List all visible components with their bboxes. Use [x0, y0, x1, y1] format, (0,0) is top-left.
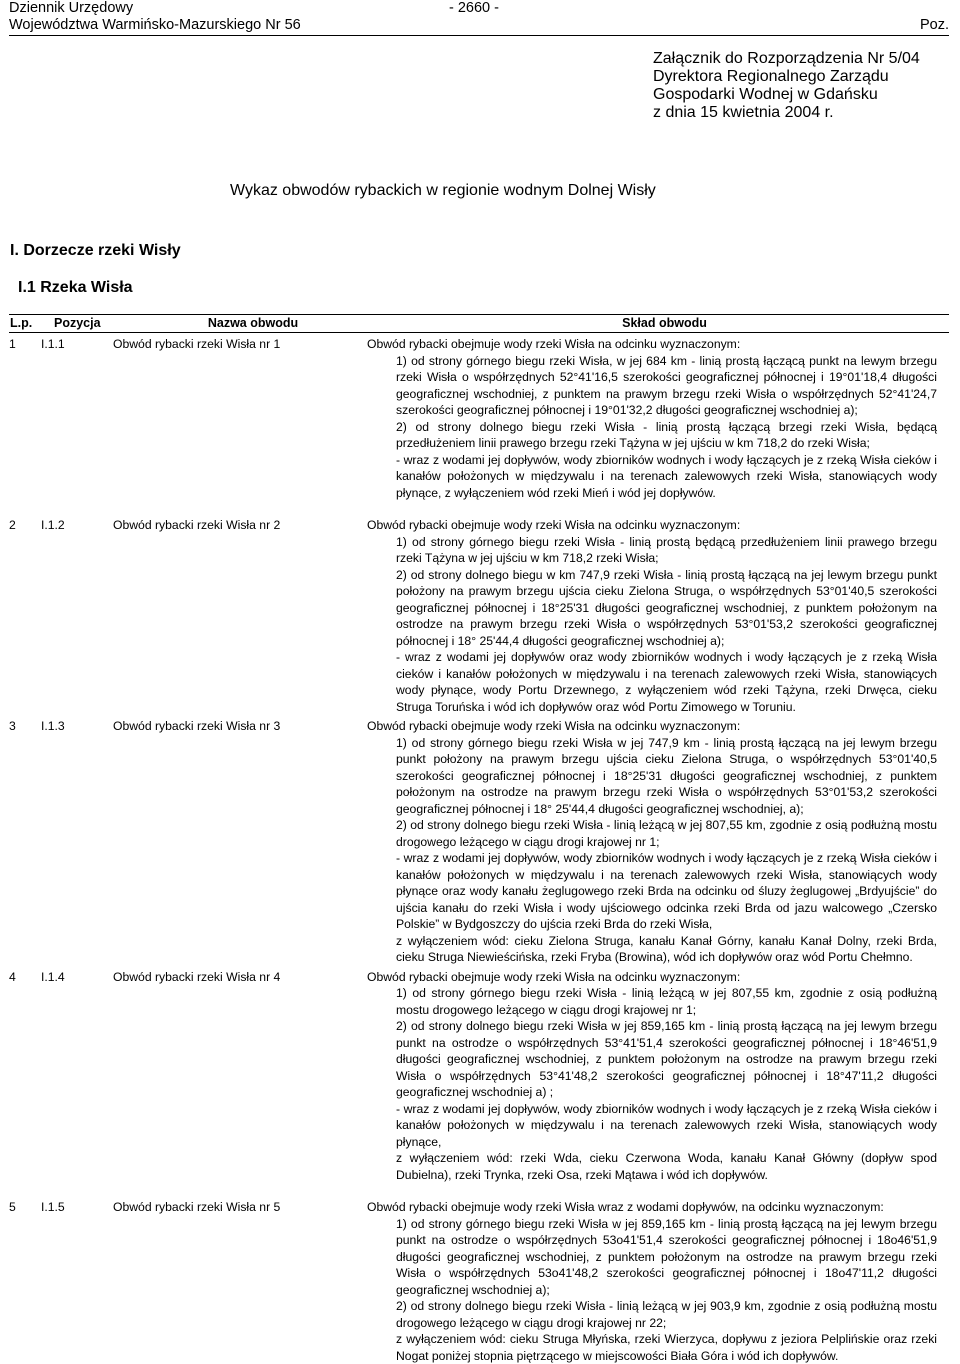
row-paragraph: 2) od strony dolnego biegu w km 747,9 rzeki Wisła - linią prostą łączącą na jej lewym brzegu punkt położony na prawym brzegu ujścia cieku Zielona Struga, o współrzędnych 53°01'40,5 szerokości geograficznej północnej i 18°25'31 długości geograficznej wschodniej, z punktem położonym na ostrodze na prawym brzegu rzeki Wisła o współrzędnych 53°01'53,2 szerokości geograficznej północnej i 18° 25'44,4 długości geograficznej wschodniej a); — [396, 567, 937, 648]
row-composition — [367, 517, 937, 715]
annex-line: z dnia 15 kwietnia 2004 r. — [653, 104, 834, 121]
table-row — [9, 517, 949, 715]
row-composition — [367, 969, 937, 1184]
row-lp: 3 — [9, 719, 16, 733]
row-paragraph: 1) od strony górnego biegu rzeki Wisła, w jej 684 km - linią prostą łączącą punkt na lewym brzegu rzeki Wisła o współrzędnych 52°41'16,5 szerokości geograficznej północnej i 19°01'18,4 długości geograficznej wschodniej, z punktem na prawym brzegu rzeki Wisła o współrzędnych 52°41'24,7 szerokości geograficznej północnej i 19°01'32,2 długości geograficznej wschodniej a); — [396, 353, 937, 417]
table-row — [9, 969, 949, 1184]
row-composition — [367, 1199, 937, 1364]
row-paragraph: 1) od strony górnego biegu rzeki Wisła - linią leżącą w jej 807,55 km, zgodnie z osią podłużną mostu drogowego leżącego w ciągu drogi krajowej nr 1; — [396, 986, 937, 1017]
table-row — [9, 718, 949, 966]
row-name: Obwód rybacki rzeki Wisła nr 2 — [113, 518, 281, 532]
header-name: Nazwa obwodu — [207, 316, 299, 330]
row-paragraph: - wraz z wodami jej dopływów, wody zbiorników wodnych i wody łączących je z rzeką Wisła cieków i kanałów położonych w międzywalu i na terenach zalewowych rzeki Wisła, stanowiących wody płynące, z wyłączeniem wód rzeki Mień i wód jej dopływów. — [396, 452, 937, 500]
row-name: Obwód rybacki rzeki Wisła nr 5 — [113, 1200, 281, 1214]
row-paragraph: z wyłączeniem wód: rzeki Wda, cieku Czerwona Woda, kanału Kanał Główny (dopływ spod Dubielna), rzeki Trynka, rzeki Osa, rzeki Mątawa i wód ich dopływów. — [396, 1151, 937, 1182]
row-paragraph: 1) od strony górnego biegu rzeki Wisła w jej 747,9 km - linią prostą łączącą na jej lewym brzegu punkt położony na prawym brzegu ujścia cieku Zielona Struga, o współrzędnych 53°01'40,5 szerokości geograficznej północnej i 18°25'31 długości geograficznej wschodniej, z punktem położonym na ostrodze na prawym brzegu rzeki Wisła o współrzędnych 53°01'53,2 szerokości geograficznej północnej i 18° 25'44,4 długości geograficznej wschodniej, a); — [396, 735, 937, 816]
row-lp: 4 — [9, 969, 16, 984]
row-paragraph: z wyłączeniem wód: cieku Zielona Struga, kanału Kanał Górny, kanału Kanał Dolny, rzeki Brda, cieku Struga Niewieścińska, rzeki Fryba (Browina), wód ich dopływów oraz wód Portu Chełmno. — [396, 933, 937, 964]
row-paragraph: 2) od strony dolnego biegu rzeki Wisła - linią prostą łączącą brzegi rzeki Wisła, będącą przedłużeniem linii prawego brzegu rzeki Tążyna w jej ujściu w km 718,2 do rzeki Wisła; — [396, 419, 937, 450]
row-paragraph: - wraz z wodami jej dopływów, wody zbiorników wodnych i wody łączących je z rzeką Wisła cieków i kanałów położonych w międzywalu i na terenach zalewowych rzeki Wisła, stanowiących wody płynące, — [396, 1101, 937, 1149]
annex-line: Załącznik do Rozporządzenia Nr 5/04 — [653, 50, 920, 67]
row-composition — [367, 336, 937, 501]
header-position: Pozycja — [54, 316, 101, 330]
header-divider — [9, 35, 949, 36]
row-lp: 2 — [9, 518, 16, 532]
row-name: Obwód rybacki rzeki Wisła nr 3 — [113, 719, 281, 733]
row-intro: Obwód rybacki obejmuje wody rzeki Wisła na odcinku wyznaczonym: — [367, 337, 741, 351]
page-number: - 2660 - — [449, 0, 499, 16]
header-lp: L.p. — [10, 316, 33, 330]
publisher: Dziennik Urzędowy — [9, 0, 134, 16]
position-label: Poz. — [919, 17, 949, 33]
row-paragraph: z wyłączeniem wód: cieku Struga Młyńska, rzeki Wierzyca, dopływu z jeziora Pelplińskie oraz rzeki Nogat poniżej stopnia piętrzącego w miejscowości Biała Góra i wód ich dopływów. — [396, 1332, 937, 1363]
row-position: I.1.1 — [41, 337, 65, 351]
annex-line: Dyrektora Regionalnego Zarządu — [653, 68, 889, 85]
header-composition: Skład obwodu — [622, 316, 707, 330]
districts-table — [9, 314, 949, 1364]
row-paragraph: 2) od strony dolnego biegu rzeki Wisła - linią leżącą w jej 903,9 km, zgodnie z osią podłużną mostu drogowego leżącego w ciągu drogi krajowej nr 22; — [396, 1299, 937, 1330]
section-heading: I. Dorzecze rzeki Wisły — [10, 242, 181, 259]
annex-line: Gospodarki Wodnej w Gdańsku — [653, 86, 878, 103]
table-row — [9, 336, 949, 501]
row-paragraph: - wraz z wodami jej dopływów oraz wody zbiorników wodnych i wody łączących je z rzeką Wisła cieków i kanałów położonych w międzywalu i na terenach zalewowych rzeki Wisła, stanowiących wody płynące, wody Portu Drzewnego, z wyłączeniem wód rzeki Tążyna, rzeki Drwęca, cieku Struga Toruńska i wód ich dopływów oraz wód Portu Zimowego w Toruniu. — [396, 650, 937, 714]
page-header — [9, 0, 949, 34]
row-intro: Obwód rybacki obejmuje wody rzeki Wisła na odcinku wyznaczonym: — [367, 518, 741, 532]
row-position: I.1.4 — [41, 969, 65, 984]
row-composition — [367, 718, 937, 966]
region: Województwa Warmińsko-Mazurskiego Nr 56 — [9, 17, 301, 33]
row-paragraph: 2) od strony dolnego biegu rzeki Wisła - linią leżącą w jej 807,55 km, zgodnie z osią podłużną mostu drogowego leżącego w ciągu drogi krajowej nr 1; — [396, 818, 937, 849]
subsection-heading: I.1 Rzeka Wisła — [18, 279, 133, 296]
table-header — [9, 314, 949, 333]
row-position: I.1.5 — [41, 1200, 65, 1214]
row-intro: Obwód rybacki obejmuje wody rzeki Wisła wraz z wodami dopływów, na odcinku wyznaczonym: — [367, 1200, 884, 1214]
row-paragraph: - wraz z wodami jej dopływów, wody zbiorników wodnych i wody łączących je z rzeką Wisła cieków i kanałów położonych w międzywalu i na terenach zalewowych rzeki Wisła, stanowiących wody płynące oraz wody kanału żeglugowego rzeki Brda na odcinku od śluzy żeglugowej „Brdyujście” do ujścia kanału do rzeki Wisła i wody ujściowego odcinka rzeki Brda od jazu walcowego „Czersko Polskie” w Bydgoszczy do ujścia rzeki Brda do rzeki Wisła, — [396, 851, 937, 931]
row-paragraph: 2) od strony dolnego biegu rzeki Wisła w jej 859,165 km - linią prostą łączącą na jej lewym brzegu punkt na ostrodze o współrzędnych 53°41'51,4 szerokości geograficznej północnej i 18°46'51,9 długości geograficznej wschodniej, z punktem położonym na ostrodze na prawym brzegu rzeki Wisła o współrzędnych 53°41'48,2 szerokości geograficznej północnej i 18°47'11,2 długości geograficznej wschodniej a) ; — [396, 1019, 937, 1099]
row-paragraph: 1) od strony górnego biegu rzeki Wisła - linią prostą będącą przedłużeniem linii prawego brzegu rzeki Tążyna w jej ujściu w km 718,2 rzeki Wisła; — [396, 534, 937, 565]
row-paragraph: 1) od strony górnego biegu rzeki Wisła w jej 859,165 km - linią prostą łączącą na jej lewym brzegu punkt na ostrodze o współrzędnych 53o41'51,4 szerokości geograficznej północnej i 18o46'51,9 długości geograficznej wschodniej, z punktem położonym na ostrodze na prawym brzegu rzeki Wisła o współrzędnych 53o41'48,2 szerokości geograficznej północnej i 18o47'11,2 długości geograficznej wschodniej a); — [396, 1216, 937, 1297]
row-position: I.1.2 — [41, 518, 65, 532]
row-name: Obwód rybacki rzeki Wisła nr 4 — [113, 969, 281, 984]
table-row — [9, 1199, 949, 1364]
annex-block — [653, 50, 920, 122]
row-intro: Obwód rybacki obejmuje wody rzeki Wisła na odcinku wyznaczonym: — [367, 719, 741, 733]
row-position: I.1.3 — [41, 719, 65, 733]
row-lp: 1 — [9, 337, 16, 351]
row-intro: Obwód rybacki obejmuje wody rzeki Wisła na odcinku wyznaczonym: — [367, 969, 741, 984]
row-lp: 5 — [9, 1200, 16, 1214]
row-name: Obwód rybacki rzeki Wisła nr 1 — [113, 337, 281, 351]
document-title: Wykaz obwodów rybackich w regionie wodnym Dolnej Wisły — [230, 182, 656, 199]
